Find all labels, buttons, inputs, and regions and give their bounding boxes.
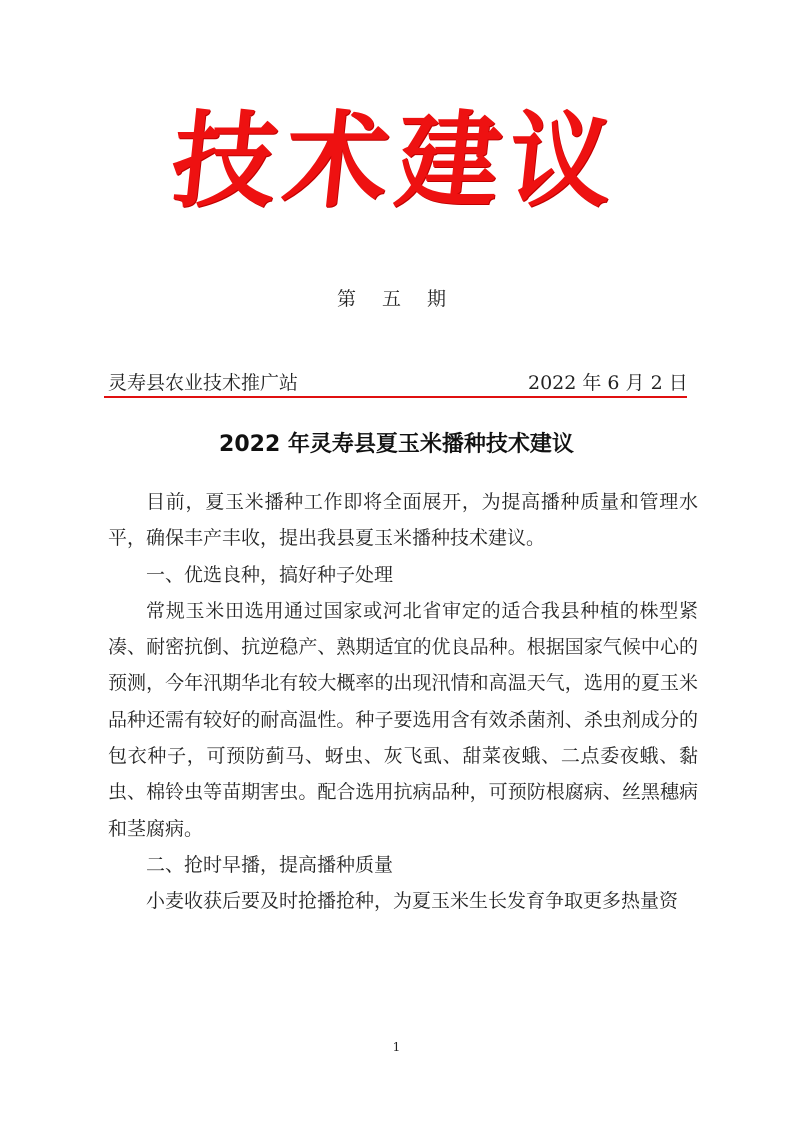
page-number: 1 [392, 1040, 401, 1054]
article-body [108, 484, 698, 920]
publish-date: 2022 年 6 月 2 日 [528, 372, 688, 394]
paragraph-seed-selection: 常规玉米田选用通过国家或河北省审定的适合我县种植的株型紧凑、耐密抗倒、抗逆稳产、熟期适宜的优良品种。根据国家气候中心的预测，今年汛期华北有较大概率的出现汛情和高温天气，选用的夏玉米品种还需有较好的耐高温性。种子要选用含有效杀菌剂、杀虫剂成分的包衣种子，可预防蓟马、蚜虫、灰飞虱、甜菜夜蛾、二点委夜蛾、黏虫、棉铃虫等苗期害虫。配合选用抗病品种，可预防根腐病、丝黑穗病和茎腐病。 [108, 599, 698, 840]
article-title: 2022 年灵寿县夏玉米播种技术建议 [219, 432, 574, 457]
section-heading-1: 一、优选良种，搞好种子处理 [146, 563, 394, 586]
masthead-title: 技术建议 [166, 99, 628, 222]
organization-name: 灵寿县农业技术推广站 [108, 372, 299, 394]
paragraph-sowing: 小麦收获后要及时抢播抢种，为夏玉米生长发育争取更多热量资 [146, 890, 679, 913]
section-heading-2: 二、抢时早播，提高播种质量 [146, 853, 394, 876]
paragraph-intro: 目前，夏玉米播种工作即将全面展开，为提高播种质量和管理水平，确保丰产丰收，提出我县夏玉米播种技术建议。 [108, 491, 698, 550]
header-divider [104, 396, 687, 398]
issue-number: 第 五 期 [336, 288, 457, 310]
